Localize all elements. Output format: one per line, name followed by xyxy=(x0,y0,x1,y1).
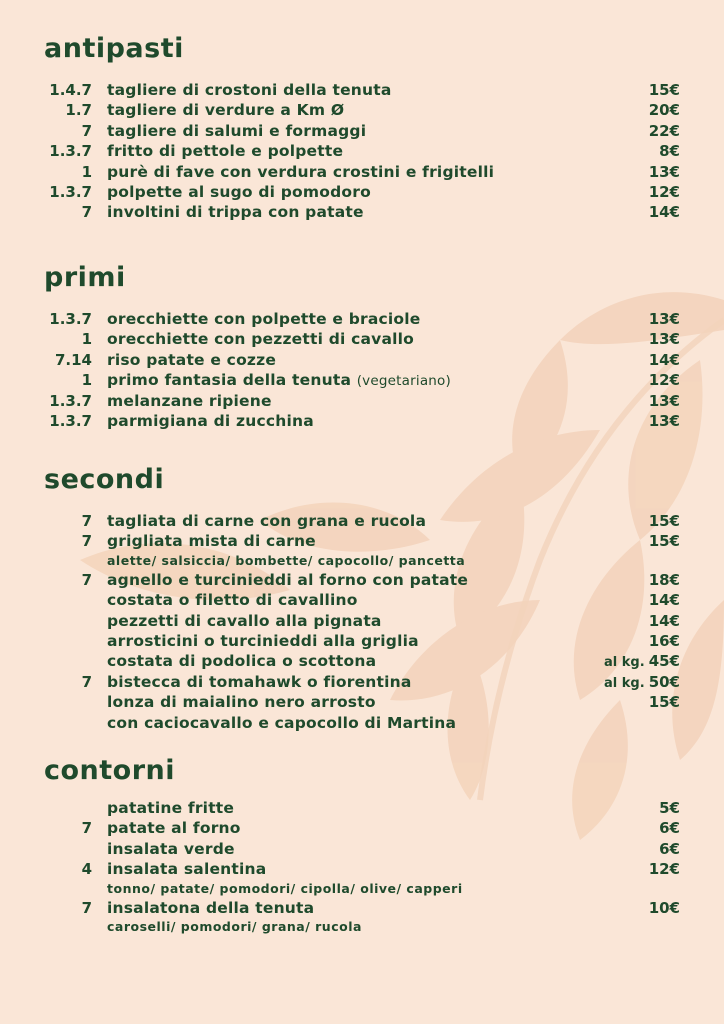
menu-item xyxy=(0,370,724,390)
item-name-text: tagliere di salumi e formaggi xyxy=(107,121,367,140)
item-price xyxy=(649,391,680,411)
item-note: (vegetariano) xyxy=(356,373,451,390)
item-name-text: polpette al sugo di pomodoro xyxy=(107,182,371,201)
item-name xyxy=(107,100,344,120)
allergen-code: 7 xyxy=(81,570,92,589)
item-name-text: orecchiette con polpette e braciole xyxy=(107,310,421,328)
item-price xyxy=(649,202,680,222)
price-value: 14€ xyxy=(648,611,680,630)
menu-item xyxy=(0,411,724,431)
item-price xyxy=(604,672,680,694)
item-price xyxy=(649,182,680,202)
menu-item-detail xyxy=(0,918,724,936)
item-name xyxy=(107,511,426,531)
item-name-text: patatine fritte xyxy=(107,799,235,817)
price-value: 5€ xyxy=(659,799,680,817)
item-price xyxy=(649,80,680,100)
menu-item xyxy=(0,511,724,531)
price-value: 15€ xyxy=(648,532,680,551)
menu-item xyxy=(0,309,724,329)
item-name-text: arrosticini o turcinieddi alla griglia xyxy=(107,631,419,650)
item-name-text: primo fantasia della tenuta xyxy=(107,371,352,390)
item-price xyxy=(649,531,680,551)
menu-item xyxy=(0,859,724,879)
menu-item xyxy=(0,391,724,411)
item-name-text: melanzane ripiene xyxy=(107,391,272,410)
item-price xyxy=(659,798,680,818)
item-name xyxy=(107,121,366,141)
item-name xyxy=(107,713,456,733)
section-title: antipasti xyxy=(44,33,184,64)
price-value: 45€ xyxy=(648,652,680,671)
item-price xyxy=(649,511,680,531)
price-value: 12€ xyxy=(648,182,680,201)
item-name xyxy=(107,370,451,391)
item-name xyxy=(107,182,371,202)
allergen-code: 7 xyxy=(81,672,92,691)
item-name-text: insalata salentina xyxy=(107,860,267,879)
price-value: 18€ xyxy=(648,570,680,589)
item-name xyxy=(107,818,241,838)
item-price xyxy=(649,590,680,610)
item-price xyxy=(649,411,680,431)
item-name xyxy=(107,141,343,161)
allergen-code: 1 xyxy=(81,330,92,349)
item-name-text: orecchiette con pezzetti di cavallo xyxy=(107,330,415,349)
item-name xyxy=(107,611,382,631)
item-price xyxy=(649,309,680,329)
item-name-text: insalata verde xyxy=(107,839,235,858)
item-name xyxy=(107,839,235,859)
item-name-text: grigliata mista di carne xyxy=(107,532,316,551)
price-value: 13€ xyxy=(648,411,680,430)
price-value: 50€ xyxy=(648,672,680,691)
price-value: 6€ xyxy=(659,839,680,858)
price-value: 13€ xyxy=(648,310,680,328)
menu-item xyxy=(0,329,724,349)
menu-item xyxy=(0,611,724,631)
price-value: 13€ xyxy=(648,162,680,181)
item-price xyxy=(659,818,680,838)
allergen-code: 1.3.7 xyxy=(49,182,92,201)
menu-item xyxy=(0,713,724,733)
allergen-code: 1.3.7 xyxy=(49,411,92,430)
section-title: secondi xyxy=(44,464,165,495)
price-value: 15€ xyxy=(648,693,680,712)
price-value: 20€ xyxy=(648,101,680,120)
item-name xyxy=(107,672,412,692)
section-title: primi xyxy=(44,262,126,293)
item-name-text: insalatona della tenuta xyxy=(107,898,315,917)
item-name-text: agnello e turcinieddi al forno con patate xyxy=(107,570,469,589)
item-name-text: costata o filetto di cavallino xyxy=(107,591,358,610)
menu-item xyxy=(0,898,724,918)
item-name xyxy=(107,202,364,222)
menu-item-detail xyxy=(0,880,724,898)
menu-item xyxy=(0,202,724,222)
item-price xyxy=(649,611,680,631)
menu-item-detail xyxy=(0,552,724,570)
item-price xyxy=(649,692,680,712)
item-name xyxy=(107,391,272,411)
item-name xyxy=(107,651,376,671)
item-name-text: con caciocavallo e capocollo di Martina xyxy=(107,713,457,732)
item-price xyxy=(649,162,680,182)
allergen-code: 7 xyxy=(81,898,92,917)
item-price xyxy=(649,121,680,141)
item-name xyxy=(107,162,494,182)
menu-item xyxy=(0,141,724,161)
item-name-text: purè di fave con verdura crostini e frigitelli xyxy=(107,162,495,181)
menu-item xyxy=(0,818,724,838)
item-name xyxy=(107,329,414,349)
allergen-code: 1.4.7 xyxy=(49,81,92,99)
menu-item xyxy=(0,798,724,818)
menu-item xyxy=(0,182,724,202)
item-price xyxy=(649,570,680,590)
item-detail: alette/ salsiccia/ bombette/ capocollo/ pancetta xyxy=(107,552,466,568)
allergen-code: 7 xyxy=(81,512,92,530)
item-name xyxy=(107,898,314,918)
menu-item xyxy=(0,100,724,120)
allergen-code: 7.14 xyxy=(54,350,92,369)
section-title: contorni xyxy=(44,755,176,786)
menu-item xyxy=(0,692,724,712)
item-price xyxy=(649,631,680,651)
item-price xyxy=(659,839,680,859)
item-name-text: pezzetti di cavallo alla pignata xyxy=(107,611,382,630)
price-value: 14€ xyxy=(648,203,680,222)
item-name-text: tagliere di verdure a Km Ø xyxy=(107,101,345,120)
allergen-code: 7 xyxy=(81,819,92,838)
item-name xyxy=(107,570,468,590)
menu-items xyxy=(0,511,724,733)
allergen-code: 1.3.7 xyxy=(49,310,92,328)
item-name-text: costata di podolica o scottona xyxy=(107,652,377,671)
item-name xyxy=(107,531,316,551)
price-value: 12€ xyxy=(648,371,680,390)
menu-item xyxy=(0,651,724,671)
menu-items xyxy=(0,309,724,431)
menu-item xyxy=(0,350,724,370)
item-detail: caroselli/ pomodori/ grana/ rucola xyxy=(107,918,362,934)
item-price xyxy=(649,859,680,879)
allergen-code: 1.7 xyxy=(65,101,92,120)
item-price xyxy=(659,141,680,161)
menu-item xyxy=(0,839,724,859)
price-value: 14€ xyxy=(648,591,680,610)
item-name xyxy=(107,692,376,712)
item-name xyxy=(107,590,358,610)
menu-item xyxy=(0,80,724,100)
menu-item xyxy=(0,672,724,692)
menu-items xyxy=(0,798,724,936)
item-price xyxy=(649,898,680,918)
price-value: 15€ xyxy=(648,81,680,99)
price-value: 16€ xyxy=(648,631,680,650)
item-name-text: fritto di pettole e polpette xyxy=(107,142,344,161)
price-value: 12€ xyxy=(648,860,680,879)
item-name-text: tagliata di carne con grana e rucola xyxy=(107,512,427,530)
item-price xyxy=(604,651,680,673)
allergen-code: 1.3.7 xyxy=(49,391,92,410)
price-value: 13€ xyxy=(648,330,680,349)
item-name-text: lonza di maialino nero arrosto xyxy=(107,693,376,712)
price-value: 8€ xyxy=(659,142,680,161)
item-name-text: tagliere di crostoni della tenuta xyxy=(107,81,392,99)
allergen-code: 1 xyxy=(81,162,92,181)
menu-item xyxy=(0,531,724,551)
item-name xyxy=(107,80,392,100)
price-unit: al kg. xyxy=(604,655,645,671)
item-price xyxy=(649,329,680,349)
item-name xyxy=(107,411,314,431)
allergen-code: 7 xyxy=(81,203,92,222)
price-value: 15€ xyxy=(648,512,680,530)
item-name-text: parmigiana di zucchina xyxy=(107,411,314,430)
item-name xyxy=(107,350,276,370)
item-detail: tonno/ patate/ pomodori/ cipolla/ olive/ capperi xyxy=(107,880,463,896)
price-value: 22€ xyxy=(648,121,680,140)
menu-item xyxy=(0,121,724,141)
price-unit: al kg. xyxy=(604,675,645,691)
item-price xyxy=(649,100,680,120)
item-name-text: patate al forno xyxy=(107,819,241,838)
price-value: 6€ xyxy=(659,819,680,838)
allergen-code: 7 xyxy=(81,121,92,140)
item-name xyxy=(107,859,266,879)
item-price xyxy=(649,350,680,370)
item-price xyxy=(649,370,680,390)
item-name xyxy=(107,798,234,818)
menu-items xyxy=(0,80,724,223)
item-name xyxy=(107,309,421,329)
allergen-code: 7 xyxy=(81,532,92,551)
menu-item xyxy=(0,162,724,182)
item-name xyxy=(107,631,419,651)
item-name-text: involtini di trippa con patate xyxy=(107,203,364,222)
allergen-code: 1.3.7 xyxy=(49,142,92,161)
menu-item xyxy=(0,570,724,590)
price-value: 14€ xyxy=(648,350,680,369)
allergen-code: 1 xyxy=(81,371,92,390)
item-name-text: riso patate e cozze xyxy=(107,350,277,369)
price-value: 13€ xyxy=(648,391,680,410)
menu-item xyxy=(0,631,724,651)
allergen-code: 4 xyxy=(81,860,92,879)
menu-item xyxy=(0,590,724,610)
price-value: 10€ xyxy=(648,898,680,917)
item-name-text: bistecca di tomahawk o fiorentina xyxy=(107,672,412,691)
